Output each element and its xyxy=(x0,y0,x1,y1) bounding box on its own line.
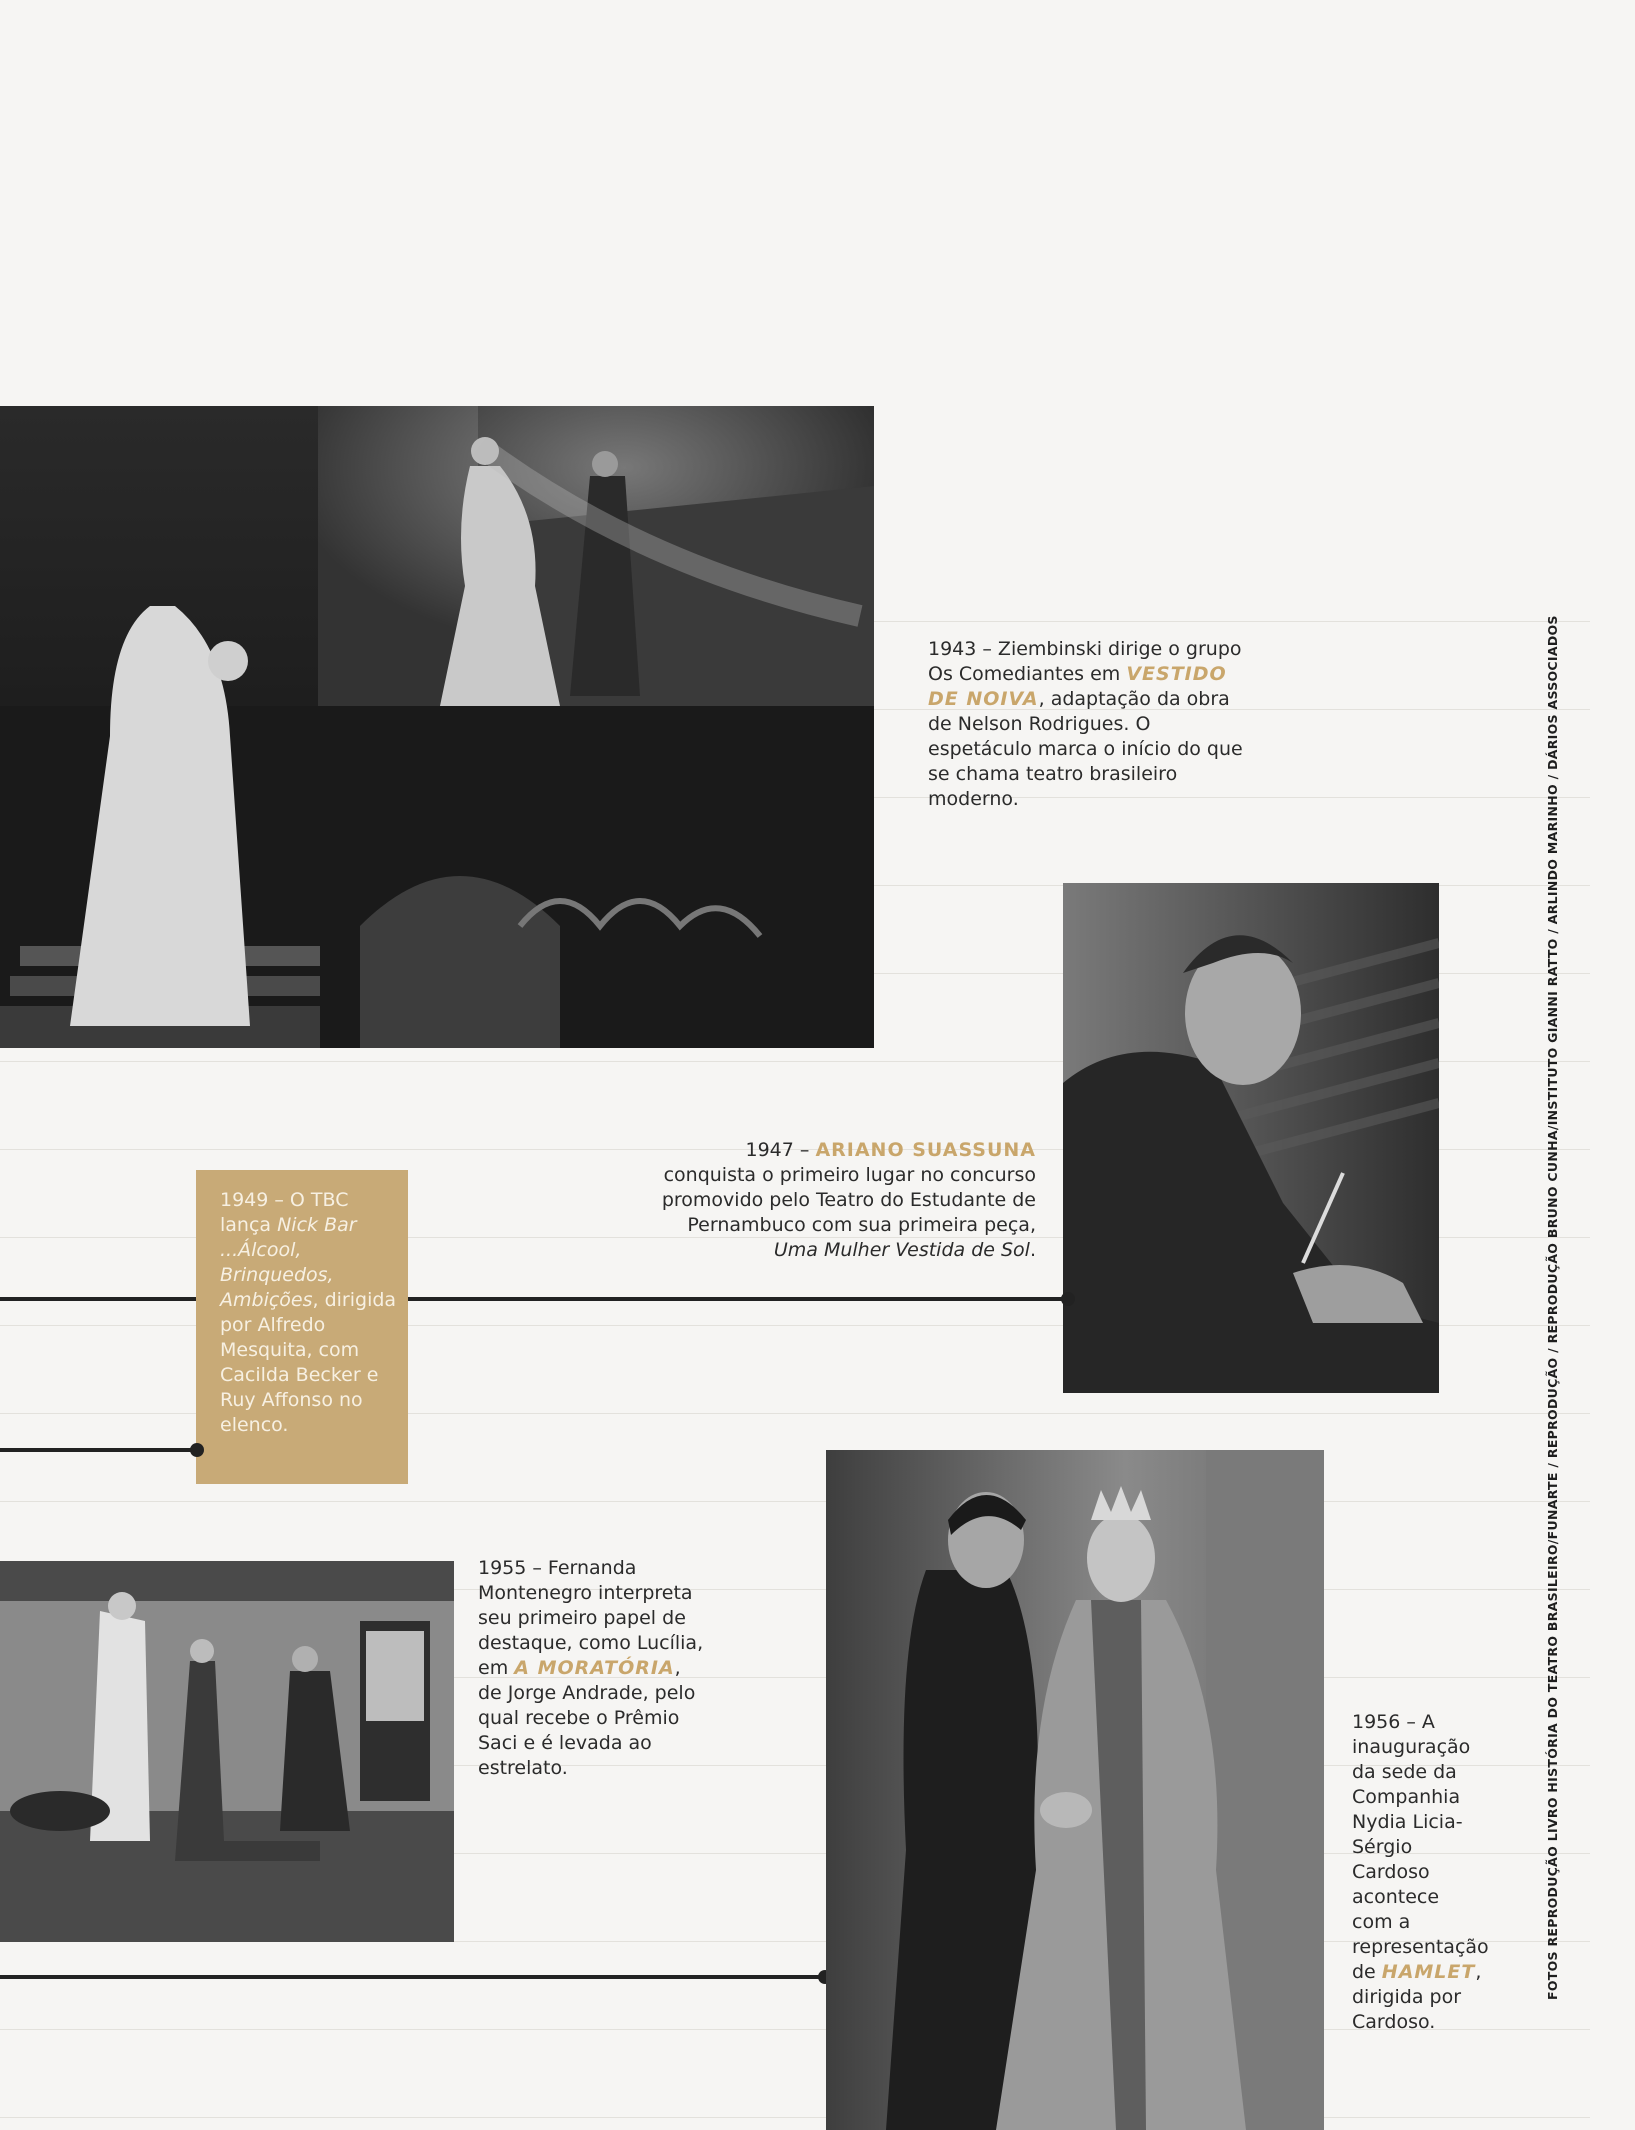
caption-1949-text-end: , dirigida por Alfredo Mesquita, com Cacilda Becker e Ruy Affonso no elenco. xyxy=(220,1289,397,1436)
timeline-line xyxy=(0,1975,826,1979)
photo-vestido-de-noiva xyxy=(0,406,874,1048)
timeline-dot xyxy=(1061,1292,1075,1306)
caption-1956-text-end: , dirigida por Cardoso. xyxy=(1352,1961,1482,2033)
highlight-box-1949 xyxy=(196,1170,408,1484)
photo-credits: FOTOS REPRODUÇÃO LIVRO HISTÓRIA DO TEATRO BRASILEIRO/FUNARTE / REPRODUÇÃO / REPRODUÇÃO BRUNO CUNHA/INSTITUTO GIANNI RATTO / ARLINDO MARINHO / DÁRIOS ASSOCIADOS xyxy=(1545,615,1560,2000)
caption-1943 xyxy=(928,637,1258,812)
caption-1943-text-end: , adaptação da obra de Nelson Rodrigues. O espetáculo marca o início do que se chama teatro brasileiro moderno. xyxy=(928,688,1243,810)
caption-1947-text-mid: conquista o primeiro lugar no concurso promovido pelo Teatro do Estudante de Pernambuco com sua primeira peça, xyxy=(661,1164,1036,1236)
photo-ariano-suassuna xyxy=(1063,883,1439,1393)
photo-hamlet xyxy=(826,1450,1324,2130)
caption-1956-text: 1956 – A inauguração da sede da Companhia Nydia Licia-Sérgio Cardoso acontece com a representação de xyxy=(1352,1711,1489,1983)
caption-1955 xyxy=(478,1556,708,1781)
timeline-dot xyxy=(190,1443,204,1457)
timeline-line xyxy=(0,1448,196,1452)
title-nick-bar: Nick Bar ...Álcool, Brinquedos, Ambições xyxy=(220,1214,357,1311)
caption-1947-text-end: . xyxy=(1029,1239,1036,1261)
caption-1955-text-end: , de Jorge Andrade, pelo qual recebe o Prêmio Saci e é levada ao estrelato. xyxy=(478,1657,696,1779)
title-vestido-de-noiva: VESTIDO DE NOIVA xyxy=(928,663,1227,710)
caption-1955-text: 1955 – Fernanda Montenegro interpreta seu primeiro papel de destaque, como Lucília, em xyxy=(478,1557,704,1679)
caption-1949-text: 1949 – O TBC lança xyxy=(220,1189,349,1236)
rule-line xyxy=(0,2117,1590,2118)
photo-a-moratoria xyxy=(0,1561,454,1942)
name-ariano-suassuna: ARIANO SUASSUNA xyxy=(815,1139,1036,1161)
rule-line xyxy=(0,1501,1590,1502)
caption-1947 xyxy=(652,1138,1036,1263)
timeline-line xyxy=(0,1297,196,1301)
caption-1949 xyxy=(220,1188,400,1438)
caption-1943-text: 1943 – Ziembinski dirige o grupo Os Comediantes em xyxy=(928,638,1242,685)
title-uma-mulher-vestida-de-sol: Uma Mulher Vestida de Sol xyxy=(773,1239,1030,1261)
title-a-moratoria: A MORATÓRIA xyxy=(514,1657,675,1679)
title-hamlet: HAMLET xyxy=(1381,1961,1476,1983)
caption-1956 xyxy=(1352,1710,1489,2035)
caption-1947-text: 1947 – xyxy=(745,1139,816,1161)
timeline-line xyxy=(408,1297,1068,1301)
